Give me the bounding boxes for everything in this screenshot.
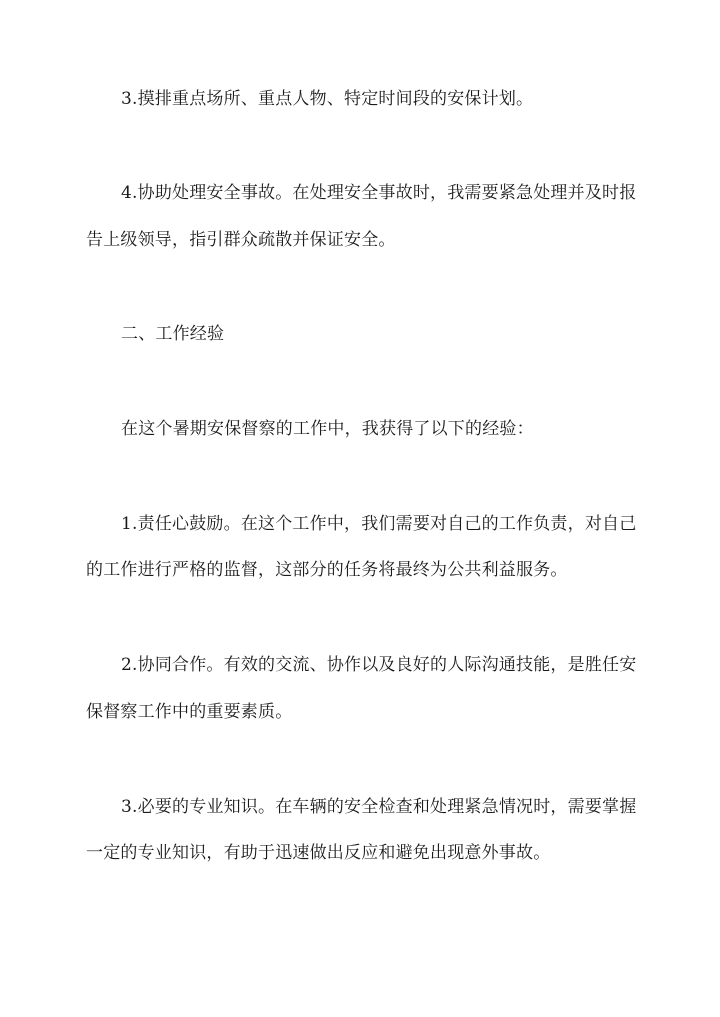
paragraph-accident-handling-line-2: 告上级领导，指引群众疏散并保证安全。 [86,230,396,250]
paragraph-expertise-line-1: 3.必要的专业知识。在车辆的安全检查和处理紧急情况时，需要掌握 [121,797,637,817]
paragraph-responsibility-line-2: 的工作进行严格的监督，这部分的任务将最终为公共利益服务。 [86,560,568,580]
paragraph-cooperation-line-2: 保督察工作中的重要素质。 [86,702,293,722]
paragraph-cooperation-line-1: 2.协同合作。有效的交流、协作以及良好的人际沟通技能，是胜任安 [121,655,637,675]
paragraph-accident-handling-line-1: 4.协助处理安全事故。在处理安全事故时，我需要紧急处理并及时报 [121,183,637,203]
paragraph-security-plan-line-1: 3.摸排重点场所、重点人物、特定时间段的安保计划。 [121,89,534,109]
paragraph-expertise-line-2: 一定的专业知识，有助于迅速做出反应和避免出现意外事故。 [86,843,551,863]
section-heading-work-experience: 二、工作经验 [121,324,225,344]
paragraph-experience-intro-line-1: 在这个暑期安保督察的工作中，我获得了以下的经验： [121,419,534,439]
paragraph-responsibility-line-1: 1.责任心鼓励。在这个工作中，我们需要对自己的工作负责，对自己 [121,514,637,534]
